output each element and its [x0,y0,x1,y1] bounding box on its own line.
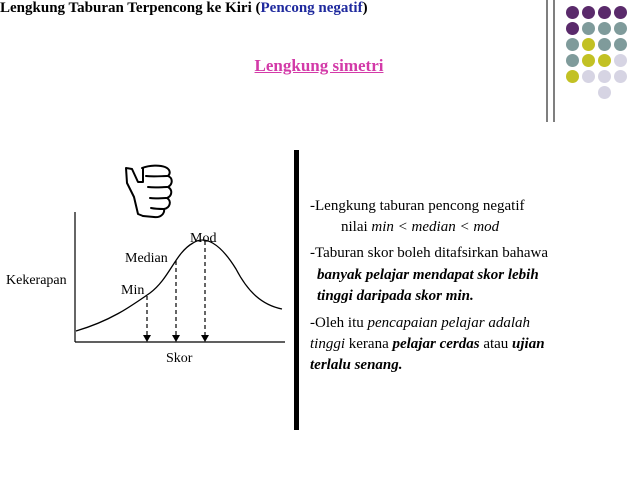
decor-dot [582,22,595,35]
decor-dot [566,38,579,51]
point-1-inequality: min < median < mod [371,219,500,235]
decor-dot [598,22,611,35]
point-1-line-2 [341,217,499,238]
median-arrowhead [172,335,180,342]
mod-arrowhead [201,335,209,342]
median-label: Median [125,251,168,266]
decor-dot [598,6,611,19]
mod-label: Mod [190,231,217,246]
x-axis-label: Skor [166,351,193,366]
decor-dot [582,6,595,19]
decor-dot [598,86,611,99]
point-1-nilai: nilai [341,219,372,235]
decor-dot [566,22,579,35]
point-1-line-1: -Lengkung taburan pencong negatif [310,198,525,214]
point-3-kerana: kerana [345,336,393,352]
decor-dot [614,6,627,19]
point-2-line-1: -Taburan skor boleh ditafsirkan bahawa [310,245,549,261]
point-3-achievement: pencapaian pelajar adalah [367,315,530,331]
decor-dot [614,38,627,51]
min-arrowhead [143,335,151,342]
subtitle-highlight: Pencong negatif [260,0,363,16]
slide-subtitle [0,0,638,17]
subtitle-pre: Lengkung Taburan Terpencong ke Kiri ( [0,0,261,16]
point-2-line-2: banyak pelajar mendapat skor lebih [317,267,539,283]
subtitle-post: ) [362,0,368,16]
min-label: Min [121,283,145,298]
decor-dot [566,6,579,19]
vertical-divider [294,150,299,430]
point-3-prefix: -Oleh itu [310,315,368,331]
point-3-line-2 [310,334,545,355]
y-axis-label: Kekerapan [6,273,67,288]
distribution-curve [76,240,282,331]
point-3-line-1 [310,313,530,334]
decor-dot [582,38,595,51]
point-3-pelajar-cerdas: pelajar cerdas [392,336,480,352]
slide-title: Lengkung simetri [254,56,384,75]
decor-dot [614,22,627,35]
point-3-line-3: terlalu senang. [310,357,403,373]
point-2-line-3: tinggi daripada skor min. [317,288,474,304]
point-3-tinggi: tinggi [310,336,346,352]
point-3-ujian: ujian [512,336,545,352]
decor-dot [598,38,611,51]
point-3-atau: atau [479,336,513,352]
